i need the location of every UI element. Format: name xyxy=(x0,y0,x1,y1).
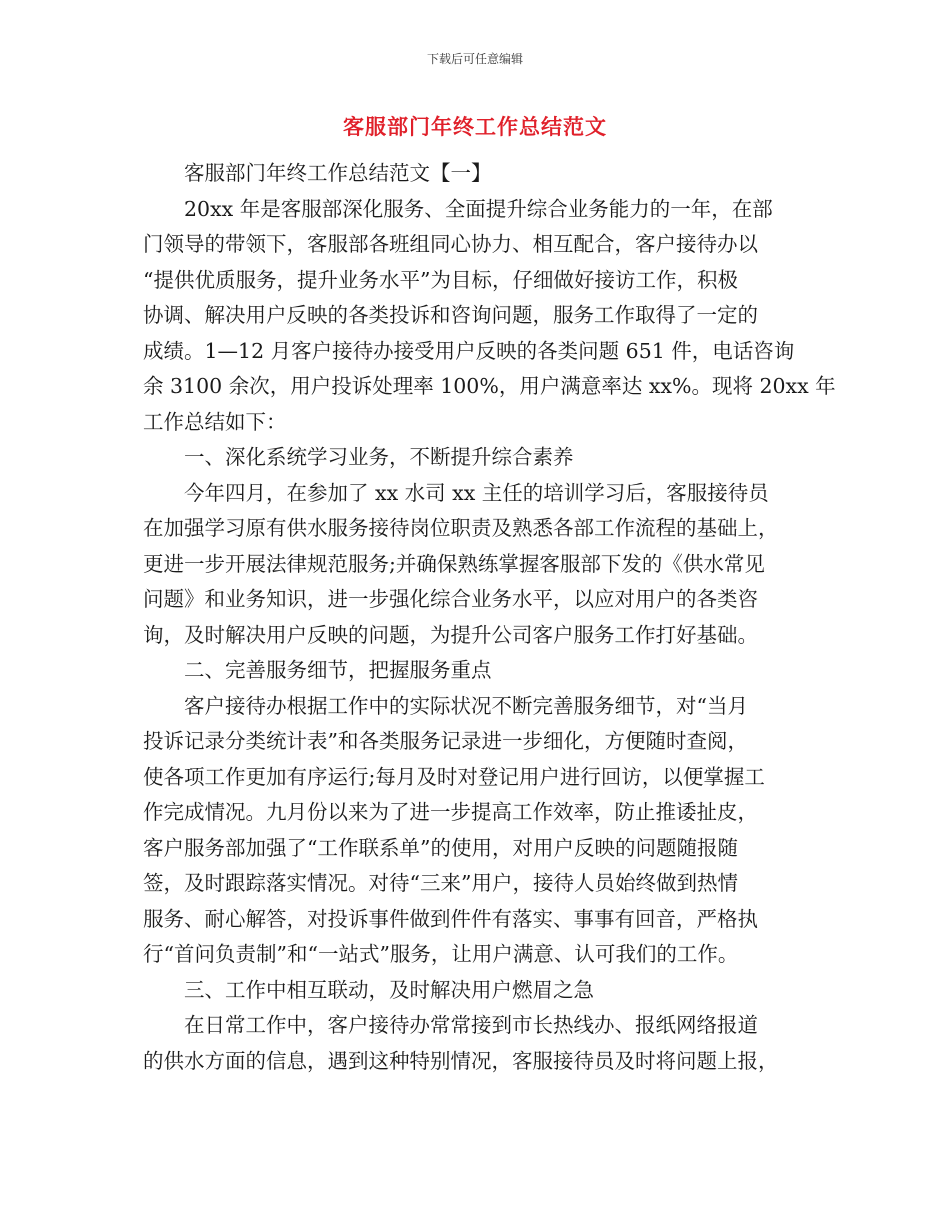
subtitle-line: 客服部门年终工作总结范文【一】 xyxy=(184,161,492,185)
paragraph-line: 在日常工作中，客户接待办常常接到市长热线办、报纸网络报道 xyxy=(184,1013,758,1037)
paragraph-line: 签，及时跟踪落实情况。对待“三来”用户，接待人员始终做到热情 xyxy=(143,871,738,895)
paragraph-line: 的供水方面的信息，遇到这种特别情况，客服接待员及时将问题上报， xyxy=(143,1048,779,1073)
paragraph-line: 使各项工作更加有序运行;每月及时对登记用户进行回访，以便掌握工 xyxy=(143,764,765,789)
paragraph-line: 工作总结如下： xyxy=(143,409,287,434)
section-heading: 一、深化系统学习业务，不断提升综合素养 xyxy=(184,445,574,469)
document-body xyxy=(143,156,836,1079)
paragraph-line: 行“首问负责制”和“一站式”服务，让用户满意、认可我们的工作。 xyxy=(143,942,739,966)
paragraph-line: “提供优质服务，提升业务水平”为目标，仔细做好接访工作，积极 xyxy=(143,267,738,292)
page-header-note: 下载后可任意编辑 xyxy=(426,52,523,66)
paragraph-line: 询，及时解决用户反映的问题，为提升公司客户服务工作打好基础。 xyxy=(143,622,758,647)
paragraph-line: 余 3100 余次，用户投诉处理率 100%，用户满意率达 xx%。现将 20xx 年 xyxy=(143,374,836,398)
paragraph-line: 更进一步开展法律规范服务;并确保熟练掌握客服部下发的《供水常见 xyxy=(143,551,765,576)
paragraph-line: 问题》和业务知识，进一步强化综合业务水平，以应对用户的各类咨 xyxy=(143,587,758,611)
section-heading: 三、工作中相互联动，及时解决用户燃眉之急 xyxy=(184,977,594,1002)
paragraph-line: 门领导的带领下，客服部各班组同心协力、相互配合，客户接待办以 xyxy=(143,232,758,256)
section-heading: 二、完善服务细节，把握服务重点 xyxy=(184,658,492,682)
paragraph-line: 服务、耐心解答，对投诉事件做到件件有落实、事事有回音，严格执 xyxy=(143,906,758,931)
paragraph-line: 投诉记录分类统计表”和各类服务记录进一步细化，方便随时查阅， xyxy=(143,729,748,753)
paragraph-line: 作完成情况。九月份以来为了进一步提高工作效率，防止推诿扯皮， xyxy=(143,800,758,824)
paragraph-line: 成绩。1—12 月客户接待办接受用户反映的各类问题 651 件，电话咨询 xyxy=(143,338,795,363)
paragraph-line: 在加强学习原有供水服务接待岗位职责及熟悉各部工作流程的基础上， xyxy=(143,516,779,540)
paragraph-line: 今年四月，在参加了 xx 水司 xx 主任的培训学习后，客服接待员 xyxy=(184,480,769,505)
paragraph-line: 客户接待办根据工作中的实际状况不断完善服务细节，对“当月 xyxy=(184,693,748,718)
document-title: 客服部门年终工作总结范文 xyxy=(343,115,607,139)
paragraph-line: 协调、解决用户反映的各类投诉和咨询问题，服务工作取得了一定的 xyxy=(143,303,758,327)
paragraph-line: 20xx 年是客服部深化服务、全面提升综合业务能力的一年，在部 xyxy=(184,196,773,221)
paragraph-line: 客户服务部加强了“工作联系单”的使用，对用户反映的问题随报随 xyxy=(143,835,738,860)
